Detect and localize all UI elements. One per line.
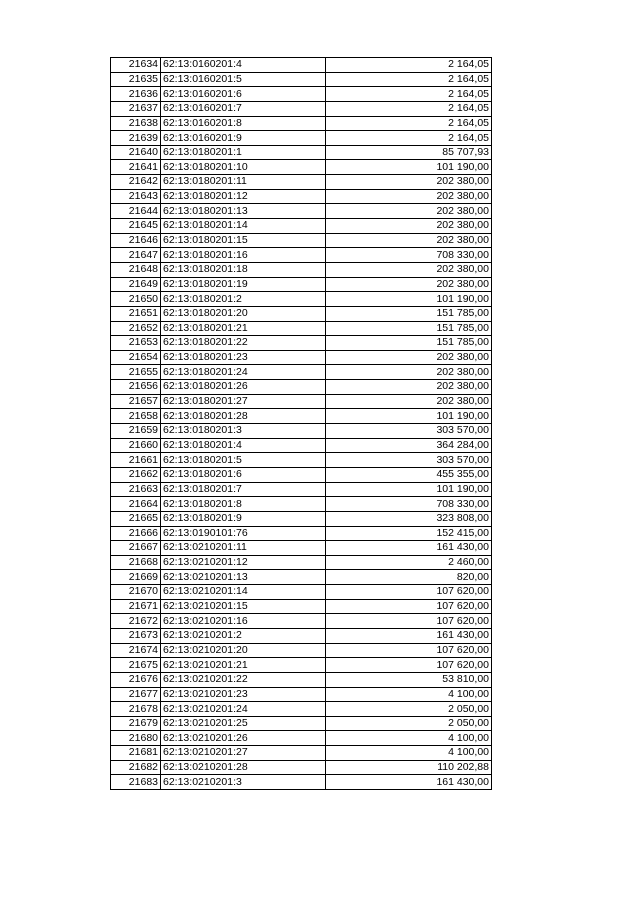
value-cell: 4 100,00 [326, 731, 492, 746]
row-number-cell: 21643 [111, 189, 161, 204]
table-row [111, 570, 492, 585]
table-row [111, 687, 492, 702]
value-cell: 107 620,00 [326, 599, 492, 614]
value-cell: 161 430,00 [326, 541, 492, 556]
table-row [111, 409, 492, 424]
row-number-cell: 21677 [111, 687, 161, 702]
row-number-cell: 21638 [111, 116, 161, 131]
table-row [111, 526, 492, 541]
cadastral-number-cell: 62:13:0160201:5 [161, 72, 326, 87]
table-row [111, 145, 492, 160]
row-number-cell: 21648 [111, 262, 161, 277]
row-number-cell: 21680 [111, 731, 161, 746]
value-cell: 151 785,00 [326, 321, 492, 336]
value-cell: 161 430,00 [326, 628, 492, 643]
table-row [111, 541, 492, 556]
table-row [111, 87, 492, 102]
cadastral-number-cell: 62:13:0210201:13 [161, 570, 326, 585]
cadastral-number-cell: 62:13:0180201:22 [161, 336, 326, 351]
cadastral-number-cell: 62:13:0190101:76 [161, 526, 326, 541]
value-cell: 107 620,00 [326, 658, 492, 673]
row-number-cell: 21676 [111, 672, 161, 687]
cadastral-number-cell: 62:13:0180201:20 [161, 306, 326, 321]
value-cell: 202 380,00 [326, 380, 492, 395]
table-row [111, 101, 492, 116]
table-row [111, 775, 492, 790]
row-number-cell: 21661 [111, 453, 161, 468]
row-number-cell: 21672 [111, 614, 161, 629]
row-number-cell: 21682 [111, 760, 161, 775]
row-number-cell: 21666 [111, 526, 161, 541]
row-number-cell: 21659 [111, 424, 161, 439]
cadastral-number-cell: 62:13:0180201:10 [161, 160, 326, 175]
cadastral-number-cell: 62:13:0160201:8 [161, 116, 326, 131]
cadastral-value-table [110, 57, 492, 790]
table-row [111, 643, 492, 658]
cadastral-number-cell: 62:13:0160201:9 [161, 131, 326, 146]
row-number-cell: 21641 [111, 160, 161, 175]
row-number-cell: 21640 [111, 145, 161, 160]
table-row [111, 731, 492, 746]
row-number-cell: 21683 [111, 775, 161, 790]
cadastral-number-cell: 62:13:0180201:11 [161, 175, 326, 190]
value-cell: 2 164,05 [326, 131, 492, 146]
row-number-cell: 21669 [111, 570, 161, 585]
value-cell: 708 330,00 [326, 248, 492, 263]
cadastral-number-cell: 62:13:0180201:12 [161, 189, 326, 204]
table-row [111, 424, 492, 439]
cadastral-number-cell: 62:13:0180201:27 [161, 394, 326, 409]
row-number-cell: 21652 [111, 321, 161, 336]
value-cell: 202 380,00 [326, 175, 492, 190]
table-row [111, 467, 492, 482]
table-row [111, 72, 492, 87]
table-row [111, 365, 492, 380]
cadastral-number-cell: 62:13:0180201:4 [161, 438, 326, 453]
row-number-cell: 21636 [111, 87, 161, 102]
value-cell: 202 380,00 [326, 350, 492, 365]
table-row [111, 248, 492, 263]
cadastral-number-cell: 62:13:0210201:15 [161, 599, 326, 614]
value-cell: 202 380,00 [326, 394, 492, 409]
value-cell: 101 190,00 [326, 292, 492, 307]
row-number-cell: 21668 [111, 555, 161, 570]
cadastral-number-cell: 62:13:0180201:15 [161, 233, 326, 248]
row-number-cell: 21653 [111, 336, 161, 351]
value-cell: 101 190,00 [326, 160, 492, 175]
table-row [111, 760, 492, 775]
value-cell: 107 620,00 [326, 614, 492, 629]
value-cell: 202 380,00 [326, 365, 492, 380]
cadastral-number-cell: 62:13:0210201:28 [161, 760, 326, 775]
row-number-cell: 21670 [111, 585, 161, 600]
value-cell: 455 355,00 [326, 467, 492, 482]
row-number-cell: 21647 [111, 248, 161, 263]
value-cell: 323 808,00 [326, 511, 492, 526]
table-row [111, 292, 492, 307]
row-number-cell: 21634 [111, 58, 161, 73]
table-row [111, 672, 492, 687]
value-cell: 85 707,93 [326, 145, 492, 160]
row-number-cell: 21663 [111, 482, 161, 497]
value-cell: 2 164,05 [326, 116, 492, 131]
cadastral-number-cell: 62:13:0180201:18 [161, 262, 326, 277]
value-cell: 202 380,00 [326, 233, 492, 248]
table-row [111, 204, 492, 219]
table-row [111, 614, 492, 629]
cadastral-number-cell: 62:13:0180201:2 [161, 292, 326, 307]
cadastral-number-cell: 62:13:0210201:23 [161, 687, 326, 702]
row-number-cell: 21639 [111, 131, 161, 146]
table-row [111, 628, 492, 643]
cadastral-number-cell: 62:13:0210201:22 [161, 672, 326, 687]
value-cell: 303 570,00 [326, 453, 492, 468]
table-row [111, 658, 492, 673]
row-number-cell: 21642 [111, 175, 161, 190]
table-row [111, 511, 492, 526]
value-cell: 2 050,00 [326, 702, 492, 717]
value-cell: 151 785,00 [326, 306, 492, 321]
cadastral-number-cell: 62:13:0210201:11 [161, 541, 326, 556]
value-cell: 202 380,00 [326, 204, 492, 219]
cadastral-number-cell: 62:13:0210201:3 [161, 775, 326, 790]
table-row [111, 746, 492, 761]
cadastral-number-cell: 62:13:0180201:13 [161, 204, 326, 219]
value-cell: 107 620,00 [326, 643, 492, 658]
cadastral-number-cell: 62:13:0180201:16 [161, 248, 326, 263]
value-cell: 2 164,05 [326, 87, 492, 102]
value-cell: 303 570,00 [326, 424, 492, 439]
row-number-cell: 21675 [111, 658, 161, 673]
value-cell: 4 100,00 [326, 687, 492, 702]
value-cell: 161 430,00 [326, 775, 492, 790]
row-number-cell: 21678 [111, 702, 161, 717]
cadastral-number-cell: 62:13:0210201:26 [161, 731, 326, 746]
table-row [111, 336, 492, 351]
row-number-cell: 21654 [111, 350, 161, 365]
value-cell: 151 785,00 [326, 336, 492, 351]
row-number-cell: 21673 [111, 628, 161, 643]
cadastral-number-cell: 62:13:0180201:26 [161, 380, 326, 395]
cadastral-number-cell: 62:13:0210201:12 [161, 555, 326, 570]
value-cell: 202 380,00 [326, 189, 492, 204]
table-body [111, 58, 492, 790]
value-cell: 2 164,05 [326, 72, 492, 87]
table-row [111, 599, 492, 614]
value-cell: 53 810,00 [326, 672, 492, 687]
row-number-cell: 21658 [111, 409, 161, 424]
row-number-cell: 21655 [111, 365, 161, 380]
value-cell: 107 620,00 [326, 585, 492, 600]
row-number-cell: 21645 [111, 219, 161, 234]
value-cell: 202 380,00 [326, 277, 492, 292]
row-number-cell: 21662 [111, 467, 161, 482]
cadastral-number-cell: 62:13:0210201:16 [161, 614, 326, 629]
table-row [111, 497, 492, 512]
value-cell: 101 190,00 [326, 409, 492, 424]
table-row [111, 380, 492, 395]
table-row [111, 160, 492, 175]
table-row [111, 716, 492, 731]
table-row [111, 306, 492, 321]
cadastral-number-cell: 62:13:0180201:5 [161, 453, 326, 468]
row-number-cell: 21635 [111, 72, 161, 87]
table-row [111, 189, 492, 204]
cadastral-number-cell: 62:13:0180201:3 [161, 424, 326, 439]
table-row [111, 350, 492, 365]
table-row [111, 131, 492, 146]
value-cell: 110 202,88 [326, 760, 492, 775]
cadastral-number-cell: 62:13:0160201:6 [161, 87, 326, 102]
row-number-cell: 21664 [111, 497, 161, 512]
table-row [111, 277, 492, 292]
cadastral-number-cell: 62:13:0210201:24 [161, 702, 326, 717]
table-row [111, 175, 492, 190]
cadastral-number-cell: 62:13:0210201:20 [161, 643, 326, 658]
row-number-cell: 21646 [111, 233, 161, 248]
table-row [111, 233, 492, 248]
table-row [111, 116, 492, 131]
table-row [111, 585, 492, 600]
cadastral-number-cell: 62:13:0180201:28 [161, 409, 326, 424]
cadastral-number-cell: 62:13:0180201:1 [161, 145, 326, 160]
cadastral-number-cell: 62:13:0180201:24 [161, 365, 326, 380]
value-cell: 152 415,00 [326, 526, 492, 541]
cadastral-number-cell: 62:13:0210201:27 [161, 746, 326, 761]
row-number-cell: 21674 [111, 643, 161, 658]
row-number-cell: 21650 [111, 292, 161, 307]
cadastral-number-cell: 62:13:0180201:7 [161, 482, 326, 497]
value-cell: 364 284,00 [326, 438, 492, 453]
cadastral-number-cell: 62:13:0180201:21 [161, 321, 326, 336]
row-number-cell: 21644 [111, 204, 161, 219]
row-number-cell: 21656 [111, 380, 161, 395]
cadastral-number-cell: 62:13:0180201:14 [161, 219, 326, 234]
table-row [111, 453, 492, 468]
cadastral-number-cell: 62:13:0180201:9 [161, 511, 326, 526]
value-cell: 820,00 [326, 570, 492, 585]
cadastral-number-cell: 62:13:0160201:7 [161, 101, 326, 116]
table-row [111, 394, 492, 409]
row-number-cell: 21649 [111, 277, 161, 292]
row-number-cell: 21667 [111, 541, 161, 556]
value-cell: 202 380,00 [326, 219, 492, 234]
row-number-cell: 21681 [111, 746, 161, 761]
value-cell: 2 164,05 [326, 58, 492, 73]
cadastral-number-cell: 62:13:0180201:23 [161, 350, 326, 365]
cadastral-number-cell: 62:13:0160201:4 [161, 58, 326, 73]
table-row [111, 702, 492, 717]
value-cell: 202 380,00 [326, 262, 492, 277]
cadastral-number-cell: 62:13:0210201:25 [161, 716, 326, 731]
table-row [111, 262, 492, 277]
value-cell: 2 164,05 [326, 101, 492, 116]
row-number-cell: 21679 [111, 716, 161, 731]
cadastral-number-cell: 62:13:0180201:6 [161, 467, 326, 482]
value-cell: 2 460,00 [326, 555, 492, 570]
row-number-cell: 21651 [111, 306, 161, 321]
row-number-cell: 21637 [111, 101, 161, 116]
row-number-cell: 21657 [111, 394, 161, 409]
table-row [111, 438, 492, 453]
table-row [111, 482, 492, 497]
cadastral-number-cell: 62:13:0180201:19 [161, 277, 326, 292]
value-cell: 2 050,00 [326, 716, 492, 731]
row-number-cell: 21671 [111, 599, 161, 614]
cadastral-number-cell: 62:13:0210201:2 [161, 628, 326, 643]
value-cell: 4 100,00 [326, 746, 492, 761]
value-cell: 101 190,00 [326, 482, 492, 497]
cadastral-number-cell: 62:13:0180201:8 [161, 497, 326, 512]
cadastral-number-cell: 62:13:0210201:21 [161, 658, 326, 673]
row-number-cell: 21665 [111, 511, 161, 526]
value-cell: 708 330,00 [326, 497, 492, 512]
row-number-cell: 21660 [111, 438, 161, 453]
table-row [111, 555, 492, 570]
table-row [111, 58, 492, 73]
cadastral-number-cell: 62:13:0210201:14 [161, 585, 326, 600]
table-row [111, 321, 492, 336]
table-row [111, 219, 492, 234]
